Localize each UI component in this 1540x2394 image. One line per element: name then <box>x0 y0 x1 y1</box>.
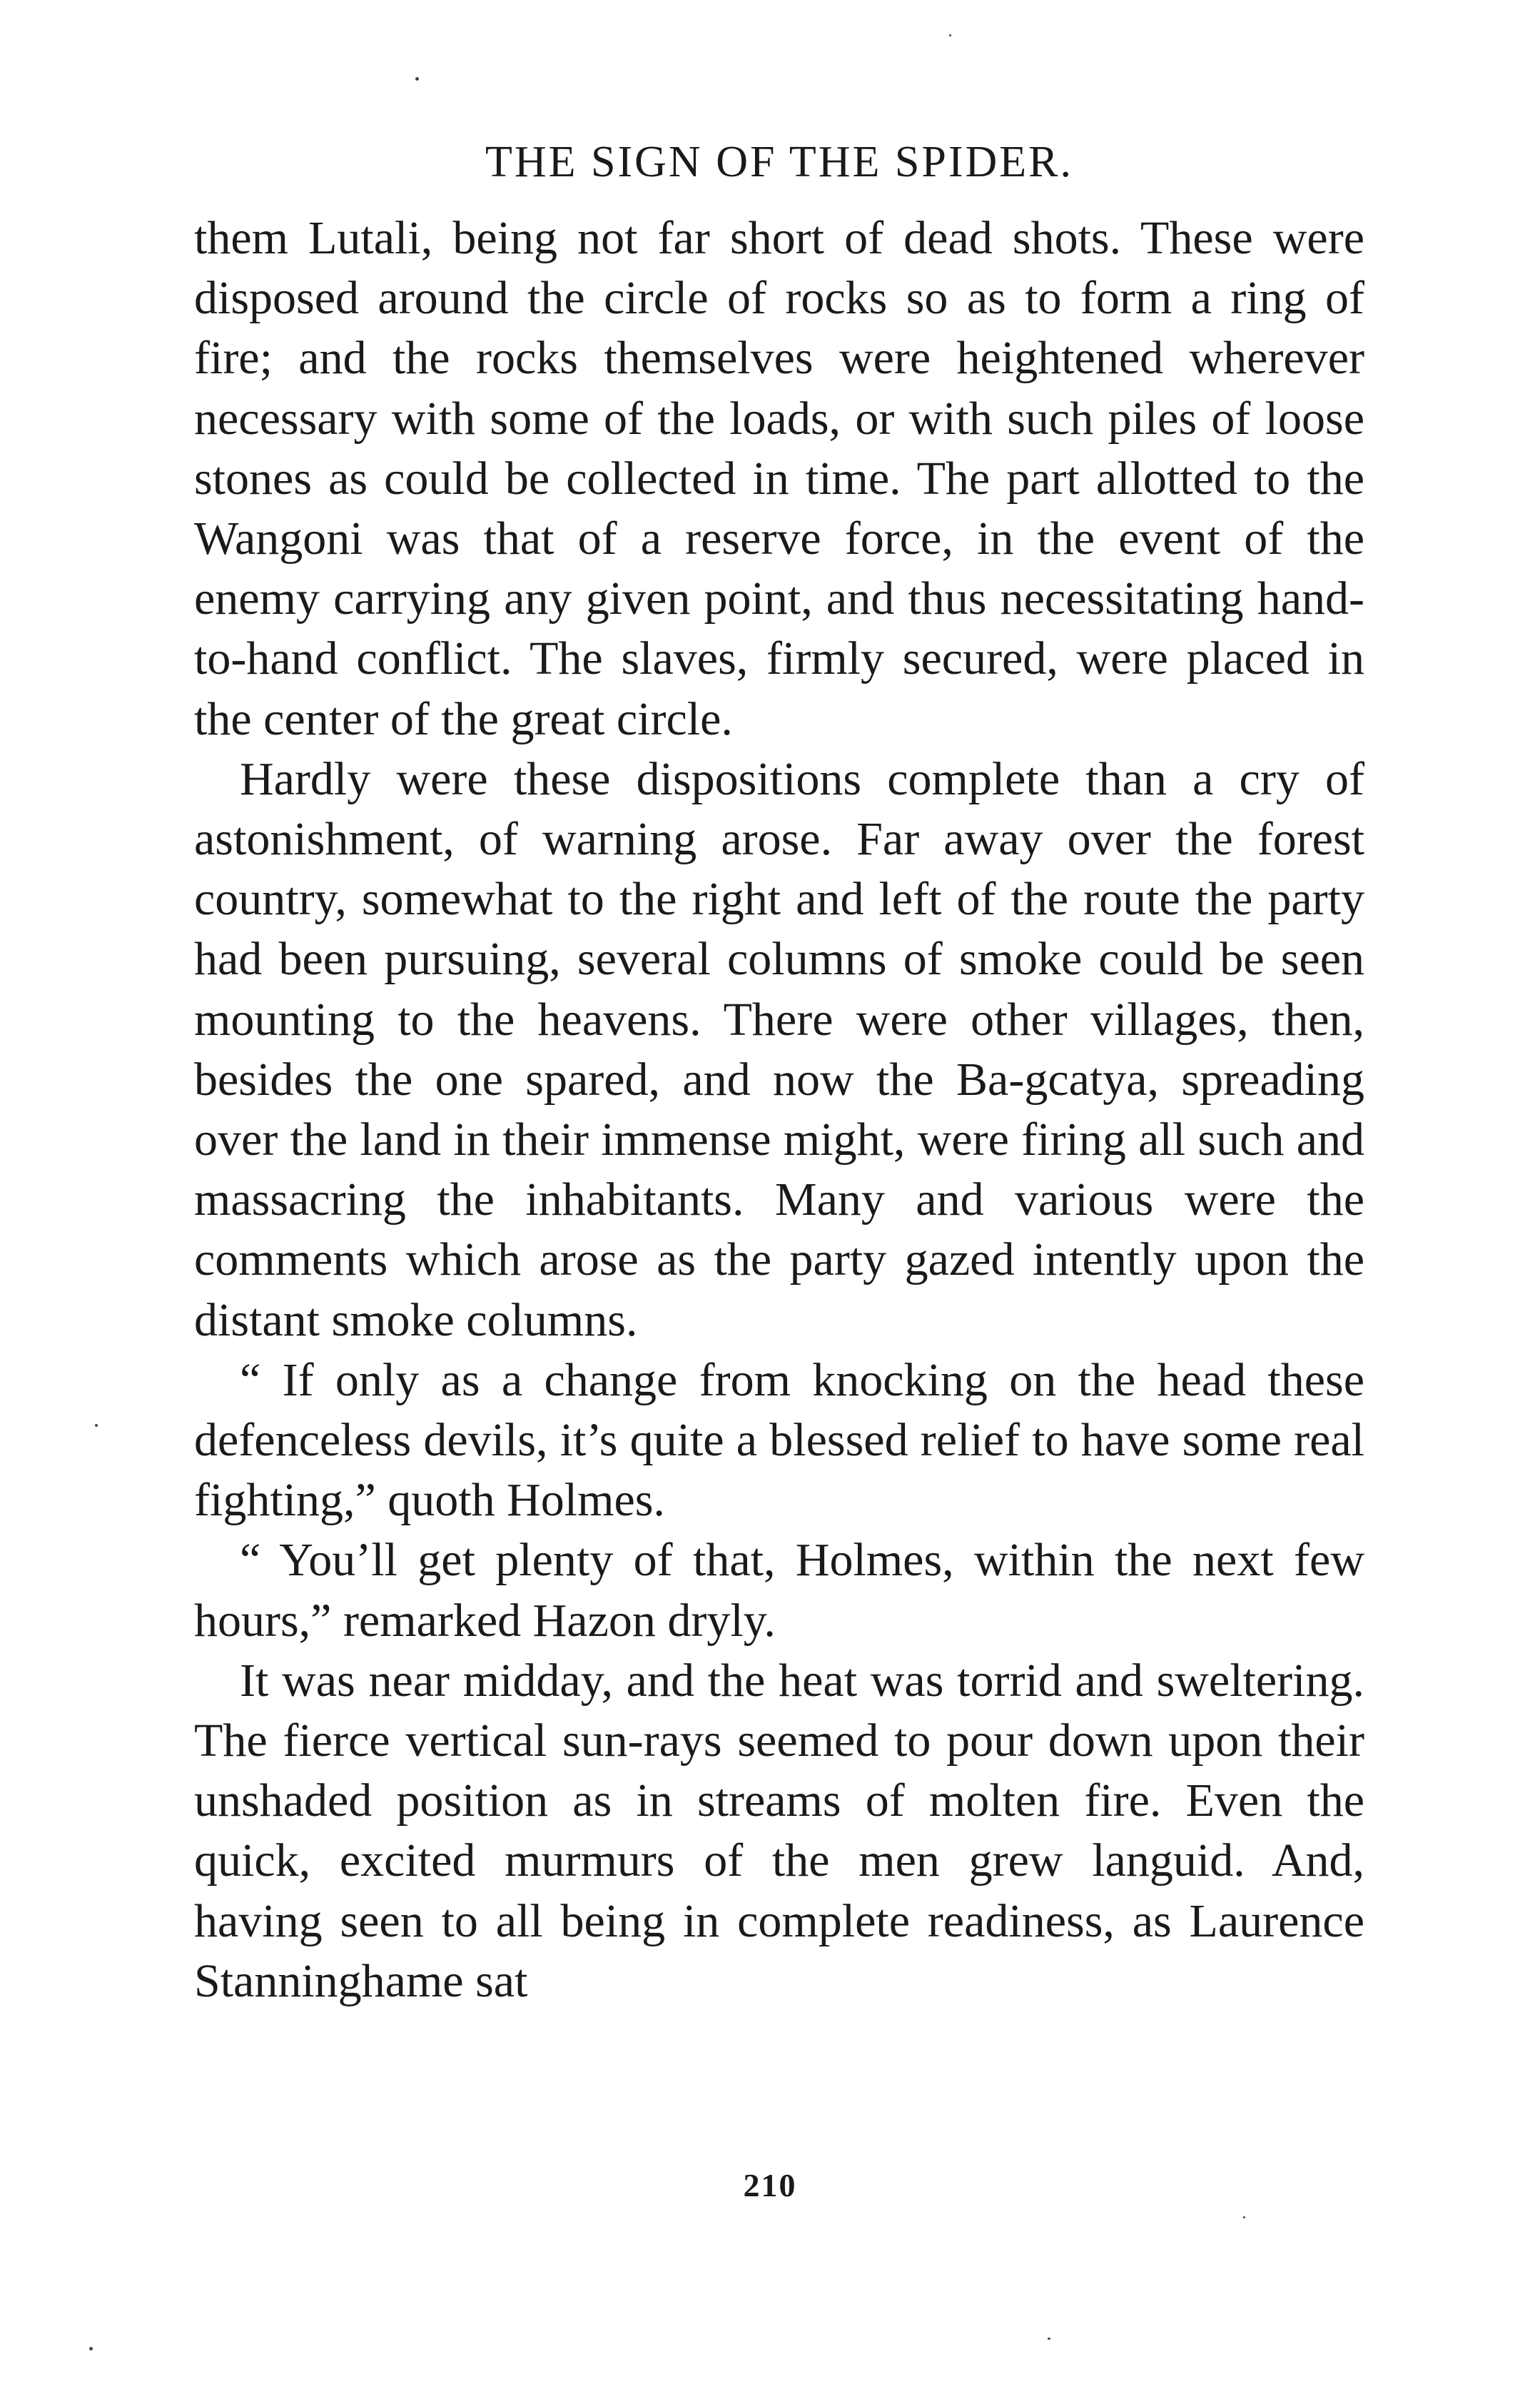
paragraph: them Lutali, being not far short of dead shots. These were disposed around the circle of rocks so as to form a ring of fire; and the rocks themselves were heightened wherever necessary with some of the loads, or with such piles of loose stones as could be collected in time. The part allotted to the Wangoni was that of a reserve force, in the event of the enemy carrying any given point, and thus necessitating hand-to-hand conflict. The slaves, firmly secured, were placed in the center of the great circle. <box>194 212 1364 745</box>
paragraph: It was near midday, and the heat was torrid and sweltering. The fierce vertical sun-rays seemed to pour down upon their unshaded position as in streams of molten fire. Even the quick, excited murmurs of the men grew languid. And, having seen to all being in complete readiness, as Laurence Stanninghame sat <box>194 1654 1364 2007</box>
scan-speck <box>949 34 951 36</box>
paragraph: “ You’ll get plenty of that, Holmes, within the next few hours,” remarked Hazon dryly. <box>194 1534 1364 1647</box>
paragraph: “ If only as a change from knocking on the head these defenceless devils, it’s quite a blessed relief to have some real fighting,” quoth Holmes. <box>194 1353 1364 1527</box>
scan-speck <box>95 1424 98 1427</box>
body-text <box>194 208 1364 2011</box>
scan-speck <box>415 77 419 81</box>
page-content <box>194 130 1364 2011</box>
page-number: 210 <box>743 2167 797 2203</box>
running-head: THE SIGN OF THE SPIDER. <box>485 138 1073 186</box>
paragraph: Hardly were these dispositions complete than a cry of astonishment, of warning arose. Far away over the forest country, somewhat to the right and left of the route the party had been pursuing, several columns of smoke could be seen mounting to the heavens. There were other villages, then, besides the one spared, and now the Ba-gcatya, spreading over the land in their immense might, were firing all such and massacring the inhabitants. Many and various were the comments which arose as the party gazed intently upon the distant smoke columns. <box>194 752 1364 1346</box>
scan-speck <box>89 2347 93 2350</box>
scan-speck <box>1243 2216 1245 2218</box>
scan-speck <box>1048 2338 1050 2340</box>
